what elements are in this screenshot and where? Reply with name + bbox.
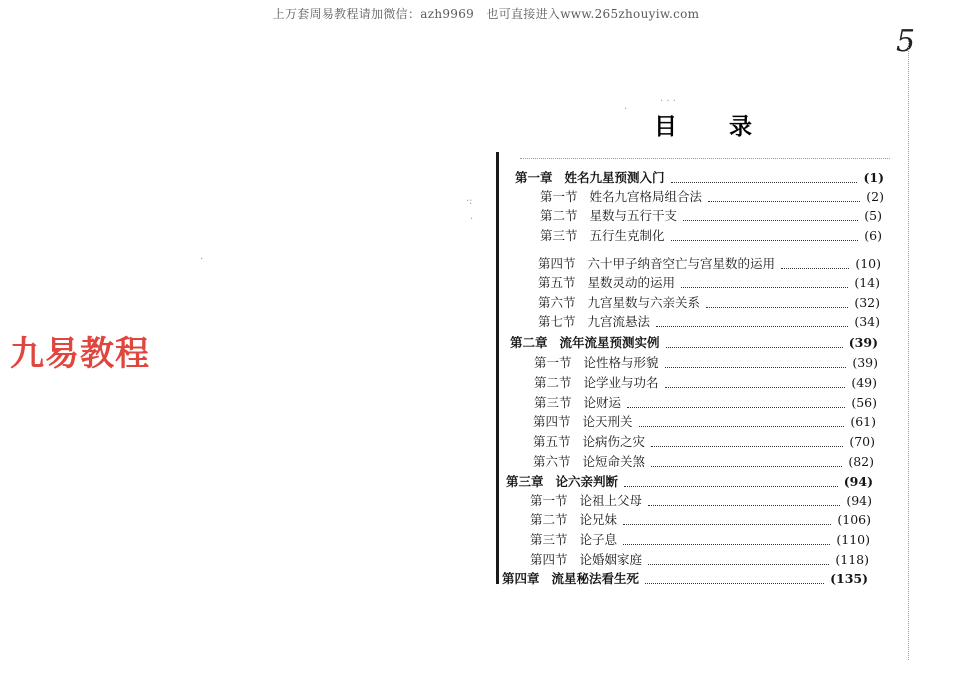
- toc-entry-page: (94): [843, 474, 873, 489]
- toc-entry-title: 星数与五行干支: [589, 208, 678, 223]
- toc-entry-page: (34): [854, 314, 880, 329]
- toc-entry-number: 第五节: [533, 434, 571, 449]
- toc-section-row: [538, 273, 880, 293]
- toc-entry-number: 第二章: [510, 335, 548, 350]
- toc-section-row: [533, 432, 875, 452]
- toc-entry-page: (110): [836, 532, 870, 547]
- toc-entry-number: 第二节: [534, 375, 572, 390]
- toc-entry-number: 第四章: [502, 571, 540, 586]
- scan-noise-line: [520, 158, 890, 159]
- toc-entry-number: 第一节: [530, 493, 568, 508]
- toc-section-row: [534, 393, 877, 413]
- toc-entry-title: 论婚姻家庭: [579, 552, 643, 567]
- dot-leader: [671, 240, 859, 241]
- toc-entry-title: 姓名九宫格局组合法: [589, 189, 703, 204]
- toc-entry-page: (118): [835, 552, 869, 567]
- toc-entry-number: 第四节: [533, 414, 571, 429]
- dot-leader: [656, 326, 848, 327]
- toc-section-row: [533, 452, 874, 472]
- toc-section-row: [534, 373, 877, 393]
- toc-entry-number: 第三节: [540, 228, 578, 243]
- toc-entry-number: 第三节: [530, 532, 568, 547]
- margin-rule: [496, 152, 499, 584]
- toc-section-row: [538, 293, 880, 313]
- watermark-logo: 九易教程: [10, 334, 150, 374]
- toc-entry-page: (32): [854, 295, 880, 310]
- toc-entry-page: (56): [851, 395, 877, 410]
- toc-entry-page: (106): [837, 512, 871, 527]
- toc-entry-title: 九宫星数与六亲关系: [587, 295, 701, 310]
- dot-leader: [708, 201, 860, 202]
- toc-section-row: [530, 491, 872, 511]
- scan-speck: ·: [200, 254, 204, 265]
- dot-leader: [651, 446, 843, 447]
- toc-entry-number: 第三节: [534, 395, 572, 410]
- dot-leader: [623, 524, 831, 525]
- scan-speck: · · ·: [660, 96, 676, 107]
- scan-speck: ·:: [466, 196, 473, 207]
- dot-leader: [623, 544, 830, 545]
- toc-chapter-row: [515, 168, 884, 188]
- toc-entry-title: 九宫流悬法: [587, 314, 651, 329]
- toc-section-row: [530, 530, 870, 550]
- toc-entry-number: 第一节: [534, 355, 572, 370]
- toc-entry-number: 第四节: [530, 552, 568, 567]
- toc-entry-page: (5): [864, 208, 882, 223]
- dot-leader: [665, 387, 846, 388]
- scan-speck: ·: [624, 104, 628, 115]
- toc-section-row: [538, 254, 881, 274]
- toc-entry-number: 第一章: [515, 170, 553, 185]
- toc-entry-page: (94): [846, 493, 872, 508]
- dot-leader: [651, 466, 842, 467]
- dot-leader: [648, 505, 840, 506]
- toc-title: [654, 108, 752, 141]
- toc-entry-title: 五行生克制化: [589, 228, 665, 243]
- toc-entry-page: (61): [850, 414, 876, 429]
- toc-entry-title: 论学业与功名: [583, 375, 659, 390]
- toc-entry-page: (135): [830, 571, 868, 586]
- dot-leader: [624, 486, 838, 487]
- toc-entry-title: 星数灵动的运用: [587, 275, 676, 290]
- toc-section-row: [540, 206, 882, 226]
- toc-entry-number: 第六节: [538, 295, 576, 310]
- toc-chapter-row: [502, 569, 868, 589]
- toc-entry-number: 第六节: [533, 454, 571, 469]
- dot-leader: [683, 220, 858, 221]
- dot-leader: [666, 347, 843, 348]
- toc-entry-page: (6): [864, 228, 882, 243]
- toc-entry-page: (70): [849, 434, 875, 449]
- toc-section-row: [538, 312, 880, 332]
- toc-chapter-row: [506, 472, 873, 492]
- toc-entry-title: 流星秘法看生死: [551, 571, 640, 586]
- toc-entry-title: 论病伤之灾: [582, 434, 646, 449]
- toc-entry-title: 论天刑关: [582, 414, 633, 429]
- header-banner: 上万套周易教程请加微信：azh9969 也可直接进入www.265zhouyiw.com: [272, 7, 700, 21]
- page-number: 5: [896, 24, 916, 59]
- dot-leader: [781, 268, 849, 269]
- toc-entry-title: 六十甲子纳音空亡与宫星数的运用: [587, 256, 776, 271]
- toc-entry-page: (39): [852, 355, 878, 370]
- toc-section-row: [533, 412, 876, 432]
- dot-leader: [645, 583, 824, 584]
- dot-leader: [665, 367, 847, 368]
- toc-entry-page: (2): [866, 189, 884, 204]
- toc-title-right: 录: [729, 113, 752, 140]
- toc-entry-page: (10): [855, 256, 881, 271]
- toc-entry-number: 第七节: [538, 314, 576, 329]
- scan-speck: ·: [470, 214, 474, 225]
- dot-leader: [648, 564, 829, 565]
- toc-entry-number: 第二节: [540, 208, 578, 223]
- toc-section-row: [530, 550, 869, 570]
- toc-entry-page: (49): [851, 375, 877, 390]
- toc-entry-title: 论兄妹: [579, 512, 618, 527]
- dot-leader: [681, 287, 848, 288]
- toc-section-row: [530, 510, 871, 530]
- page-edge: [908, 40, 909, 660]
- toc-entry-title: 论短命关煞: [582, 454, 646, 469]
- dot-leader: [627, 407, 845, 408]
- toc-entry-title: 流年流星预测实例: [559, 335, 660, 350]
- toc-entry-number: 第二节: [530, 512, 568, 527]
- toc-entry-title: 论财运: [583, 395, 622, 410]
- toc-chapter-row: [510, 333, 878, 353]
- toc-entry-title: 论六亲判断: [555, 474, 619, 489]
- toc-entry-page: (1): [863, 170, 884, 185]
- toc-entry-number: 第四节: [538, 256, 576, 271]
- toc-entry-number: 第三章: [506, 474, 544, 489]
- toc-section-row: [540, 226, 882, 246]
- toc-entry-title: 论子息: [579, 532, 618, 547]
- toc-entry-page: (39): [848, 335, 878, 350]
- dot-leader: [671, 182, 858, 183]
- toc-entry-title: 姓名九星预测入门: [564, 170, 665, 185]
- toc-section-row: [534, 353, 878, 373]
- dot-leader: [639, 426, 845, 427]
- toc-entry-title: 论性格与形貌: [583, 355, 659, 370]
- toc-section-row: [540, 187, 884, 207]
- toc-title-left: 目: [654, 113, 677, 140]
- toc-entry-number: 第五节: [538, 275, 576, 290]
- toc-entry-title: 论祖上父母: [579, 493, 643, 508]
- toc-entry-page: (82): [848, 454, 874, 469]
- dot-leader: [706, 307, 848, 308]
- toc-entry-page: (14): [854, 275, 880, 290]
- toc-entry-number: 第一节: [540, 189, 578, 204]
